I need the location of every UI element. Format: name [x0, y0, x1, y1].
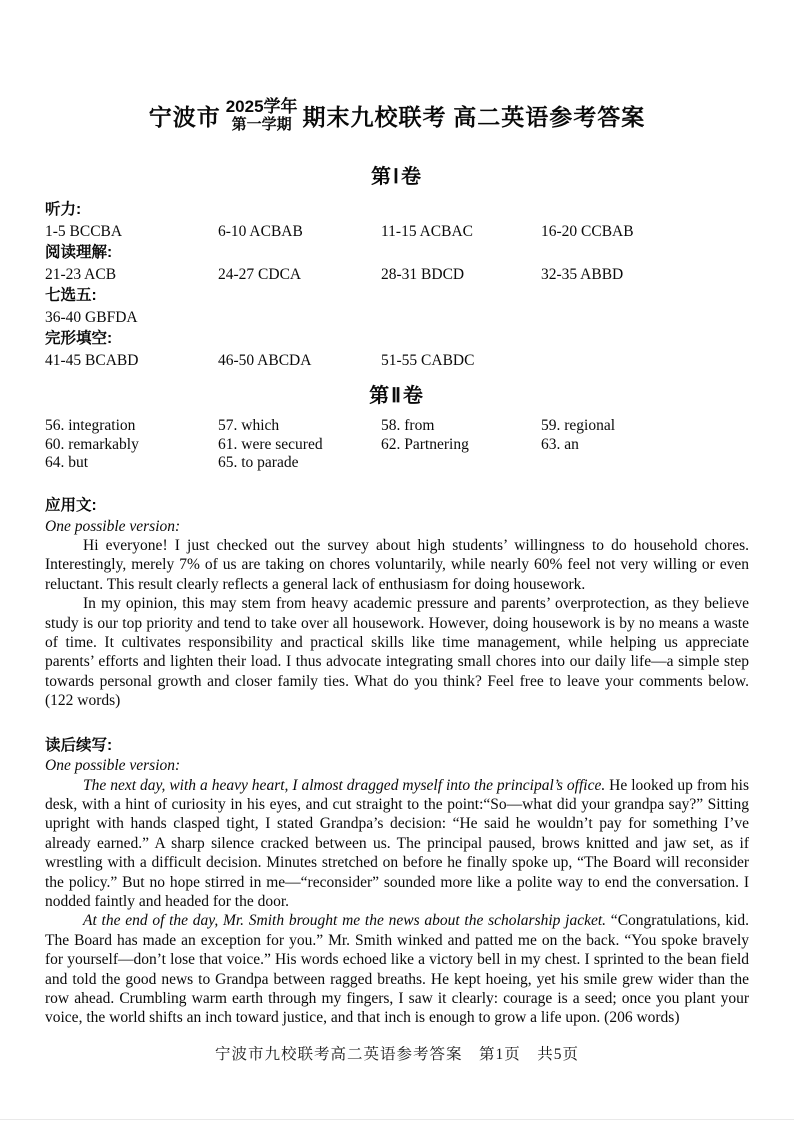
answer-cell: 60. remarkably — [45, 435, 139, 453]
answer-cell: 63. an — [541, 435, 579, 453]
title-term-semester: 第一学期 — [231, 116, 292, 134]
answer-cell: 1-5 BCCBA — [45, 222, 123, 240]
answer-cell: 28-31 BDCD — [381, 265, 465, 283]
answer-cell: 32-35 ABBD — [541, 265, 624, 283]
answer-cell: 21-23 ACB — [45, 265, 117, 283]
answer-cell: 57. which — [218, 417, 280, 434]
title-term-year: 2025学年 — [225, 96, 298, 116]
paragraph-body-text: “Congratulations, kid. The Board has made an exception for you.” Mr. Smith winked and patted me on the back. “You spoke bravely for yourself—don’t lose that voice.” His words echoed like a victory bell in my chest. I sprinted to the bean field and told the good news to Grandpa between ragged breaths. He kept hoeing, yet his smile grew wider than the row ahead. Crumbling warm earth through my fingers, I saw it clearly: courage is a seed; once you plant your voice, the world shifts an inch toward justice, and that inch is enough to grow a life upon. (206 words) — [45, 912, 750, 1027]
continuation-writing-label: 读后续写: — [45, 736, 113, 754]
title-exam-name: 期末九校联考 高二英语参考答案 — [302, 104, 646, 130]
continuation-writing-section — [45, 735, 749, 1028]
part1-heading: 第Ⅰ卷 — [371, 166, 423, 188]
applied-writing-section — [45, 495, 749, 711]
title-city: 宁波市 — [148, 104, 221, 130]
answer-cell: 59. regional — [541, 417, 616, 434]
answer-cell: 61. were secured — [218, 435, 323, 453]
answer-cell: 24-27 CDCA — [218, 265, 302, 283]
applied-version-label: One possible version: — [45, 517, 181, 535]
applied-writing-label: 应用文: — [45, 497, 97, 515]
part1-answer-key — [45, 199, 749, 371]
answer-cell: 11-15 ACBAC — [381, 222, 474, 240]
section-label-listening: 听力: — [45, 201, 82, 218]
paragraph-italic-lead: The next day, with a heavy heart, I almost dragged myself into the principal’s office. — [83, 776, 606, 794]
section-label-cloze: 完形填空: — [45, 330, 113, 347]
listening-answers-row — [45, 221, 749, 243]
paragraph-italic-lead: At the end of the day, Mr. Smith brought me the news about the scholarship jacket. — [83, 912, 607, 930]
continuation-paragraph — [45, 776, 749, 912]
answer-cell: 41-45 BCABD — [45, 351, 139, 369]
page-bottom-edge — [0, 1119, 794, 1120]
page-footer: 宁波市九校联考高二英语参考答案 第1页 共5页 — [214, 1046, 579, 1063]
paragraph-body-text: He looked up from his desk, with a hint of curiosity in his eyes, and cut straight to the point:“So—what did your grandpa say?” Sitting upright with hands clasped tight, I stated Grandpa’s decision: “He said he wouldn’t pay for something I’ve already earned.” A sharp silence cracked between us. The principal paused, brows knitted and jaw set, as if wrestling with a difficult decision. Minutes stretched on before he finally spoke up, “The Board will reconsider the policy.” But no hope stirred in me—“reconsider” sounded more like a polite way to end the conversation. I nodded faintly and headed for the door. — [45, 776, 749, 911]
answer-cell: 62. Partnering — [381, 435, 469, 453]
answer-cell: 56. integration — [45, 417, 136, 434]
answer-cell: 6-10 ACBAB — [218, 222, 303, 240]
part2-heading: 第Ⅱ卷 — [369, 385, 425, 407]
continuation-version-label: One possible version: — [45, 757, 181, 775]
applied-paragraph: Hi everyone! I just checked out the survey about high students’ willingness to do household chores. Interestingly, merely 7% of us are taking on chores voluntarily, while nearly 60% feel not very willing or even reluctant. This result clearly reflects a general lack of enthusiasm for doing housework. — [45, 537, 749, 593]
cloze-answers-row — [45, 350, 749, 372]
continuation-paragraph — [45, 911, 749, 1027]
answer-cell: 65. to parade — [218, 454, 299, 472]
section-label-reading: 阅读理解: — [45, 244, 113, 261]
answer-cell: 46-50 ABCDA — [218, 351, 312, 369]
page-title — [45, 86, 749, 144]
answer-cell: 51-55 CABDC — [381, 351, 475, 369]
answer-cell: 64. but — [45, 454, 89, 472]
title-term-stack — [226, 97, 298, 134]
applied-paragraph: In my opinion, this may stem from heavy academic pressure and parents’ overprotection, as they believe study is our top priority and tend to take over all housework. However, doing housework is by no means a waste of time. It cultivates responsibility and practical skills like time management, while helping us appreciate parents’ efforts and lighten their load. I thus advocate integrating small chores into our daily life—a simple step towards personal growth and closer family ties. What do you think? Feel free to leave your comments below. (122 words) — [45, 595, 749, 710]
part2-answer-key — [45, 417, 749, 473]
reading-answers-row — [45, 264, 749, 286]
section-label-seven-choose-five: 七选五: — [45, 287, 97, 304]
answer-cell: 58. from — [381, 417, 435, 434]
answer-cell: 36-40 GBFDA — [45, 308, 138, 326]
seven-choose-five-answers-row — [45, 307, 749, 329]
answer-cell: 16-20 CCBAB — [541, 222, 634, 240]
